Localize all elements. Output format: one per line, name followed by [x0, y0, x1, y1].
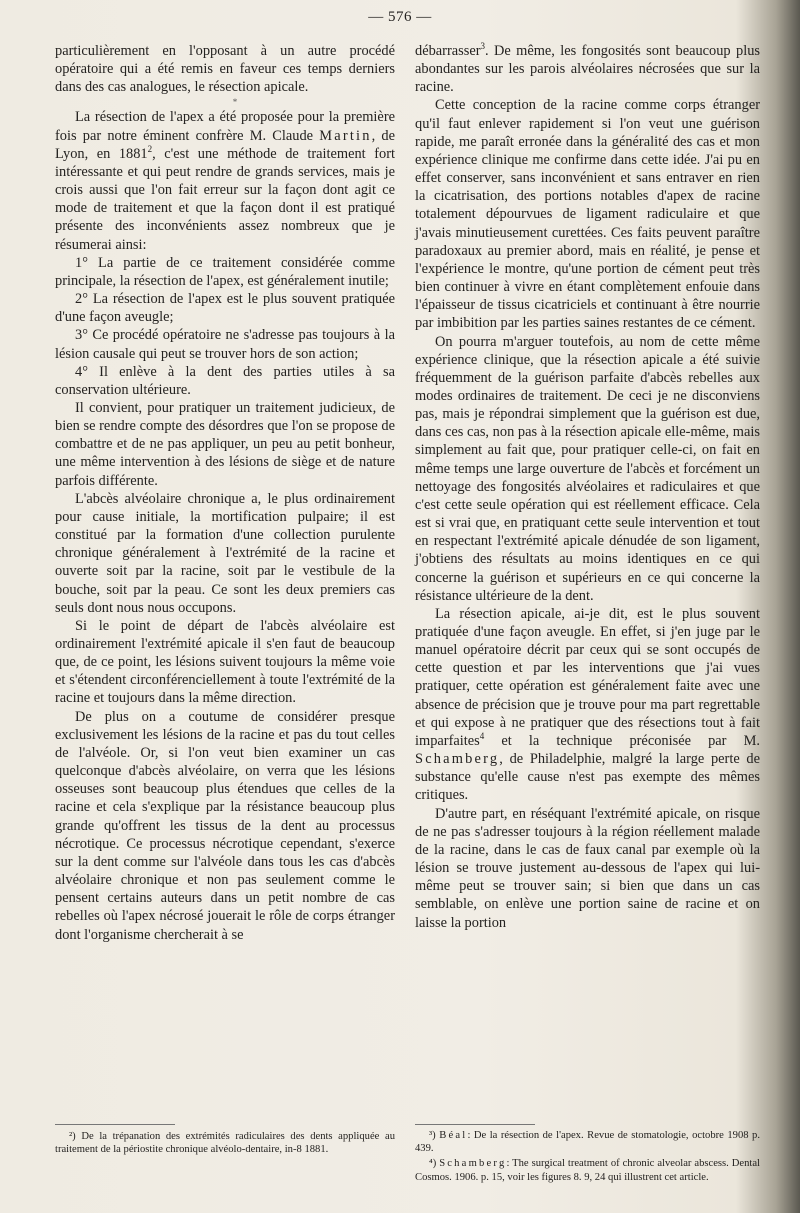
author-name: Béal [439, 1130, 468, 1141]
footnote: ⁴) Schamberg: The surgical treatment of chronic alveolar abscess. Dental Cosmos. 1906. p. 15, voir les figures 8. 9, 24 qui illustrent cet article. [415, 1158, 760, 1183]
paragraph: L'abcès alvéolaire chronique a, le plus ordinairement pour cause initiale, la mortification pulpaire; il est constitué par la formation d'une collection purulente chronique généralement à l'extrémité de la racine et ouverte soit par la racine, soit par le vestibule de la bouche, soit par la peau. Ce sont les deux premiers cas seuls dont nous nous occupons. [55, 490, 395, 616]
left-column [55, 42, 395, 944]
right-column [415, 42, 760, 932]
paragraph: Il convient, pour pratiquer un traitement judicieux, de bien se rendre compte des désordres que l'on se propose de combattre et de ne pas appliquer, un peu au petit bonheur, une même intervention à des lésions de siège et de nature parfois différente. [55, 399, 395, 489]
footnote-ref: 4 [479, 731, 485, 742]
footnote: ²) De la trépanation des extrémités radiculaires des dents appliquée au traitement de la périostite chronique alvéolo-dentaire, in-8 1881. [55, 1131, 395, 1156]
footnotes-left [55, 1130, 395, 1158]
author-name: Martin [319, 127, 372, 144]
footnote: ³) Béal: De la résection de l'apex. Revue de stomatologie, octobre 1908 p. 439. [415, 1130, 760, 1155]
paragraph: On pourra m'arguer toutefois, au nom de cette même expérience clinique, que la résection apicale a été suivie fréquemment de la guérison parfaite d'abcès rebelles aux modes ordinaires de traitement. De ceci je ne disconviens pas, mais je répondrai simplement que la guérison est due, dans ces cas, non pas à la résection apicale elle-même, mais simplement au fait que, pour pratiquer celle-ci, on fait en même temps une large ouverture de l'abcès et forcément un nettoyage des fongosités alvéolaires et radiculaires et que c'est cette seule opération qui est réellement efficace. Cela est si vrai que, en pratiquant cette seule intervention et tout en respectant l'extrémité apicale dénudée de son ligament, j'obtiens des résultats au moins identiques en ce qui concerne la guérison et supérieurs en ce qui concerne la résistance ultérieure de la dent. [415, 333, 760, 604]
list-item: 2° La résection de l'apex est le plus souvent pratiquée d'une façon aveugle; [55, 291, 395, 326]
footnote-ref: 3 [480, 41, 486, 52]
author-name: Schamberg [415, 751, 500, 768]
paragraph: La résection de l'apex a été proposée pour la première fois par notre éminent confrère M. Claude Martin, de Lyon, en 1881$^2$, c'est une méthode de traitement fort intéressante et qui peut rendre de grands services, mais je crois aussi que l'on fait erreur sur la façon dont agit ce mode de traitement et que la façon dont il est pratiqué présente des inconvénients assez nombreux que je résumerai ainsi: [55, 109, 395, 253]
paragraph: D'autre part, en réséquant l'extrémité apicale, on risque de ne pas s'adresser toujours à la région réellement malade de la racine, dans le cas de faux canal par exemple où la lésion se trouve justement au-dessous de l'apex qui lui-même peut se trouver sain; si bien que dans un cas semblable, on enlève une portion saine de racine et on laisse la portion [415, 805, 760, 931]
paragraph: De plus on a coutume de considérer presque exclusivement les lésions de la racine et pas du tout celles de l'alvéole. Or, si l'on veut bien examiner un cas quelconque d'abcès alvéolaire, on verra que les lésions osseuses sont beaucoup plus étendues que celles de la racine et cela s'explique par la résistance beaucoup plus grande qu'offrent les tissus de la dent au processus nécrotique. Ce processus nécrotique cependant, s'exerce sur la dent comme sur l'alvéole dans tous les cas d'abcès alvéolaire chronique et non pas seulement comme le pensent certains auteurs dans un petit nombre de cas rebelles où l'apex nécrosé jouerait le rôle de corps étranger dont l'organisme chercherait à se [55, 708, 395, 943]
footnote-rule [55, 1124, 175, 1125]
footnotes-right [415, 1129, 760, 1186]
list-item: 3° Ce procédé opératoire ne s'adresse pas toujours à la lésion causale qui peut se trouver hors de son action; [55, 327, 395, 362]
section-separator: * [232, 97, 238, 108]
paragraph: Cette conception de la racine comme corps étranger qu'il faut enlever rapidement si l'on veut une guérison rapide, me paraît erronée dans la généralité des cas et mon expérience clinique me confirme dans cette idée. J'ai pu en effet conserver, sans inconvénient et sans entraver en rien la cicatrisation, des portions notables d'apex de racine totalement dépourvues de ligament radiculaire et que j'avais minutieusement curettées. Ces faits peuvent paraître paradoxaux au premier abord, mais en réalité, je pense et l'expérience le montre, qu'une portion de cément peut très bien continuer à vivre en étant complètement enfouie dans l'épaisseur de tissus cicatriciels et continuant à être nourrie par imbibition par les parties saines restantes de ce cément. [415, 97, 760, 332]
author-name: Schamberg [439, 1158, 507, 1170]
footnote-ref: 2 [147, 143, 153, 154]
paragraph: Si le point de départ de l'abcès alvéolaire est ordinairement l'extrémité apicale il s'en faut de beaucoup que, de ce point, les lésions suivent toujours la même voie et s'étendent circonférenciellement à toute l'extrémité de la racine et toujours dans la même direction. [55, 617, 395, 707]
list-item: 4° Il enlève à la dent des parties utiles à sa conservation ultérieure. [55, 363, 395, 398]
page-number: — 576 — [368, 9, 432, 25]
paragraph: particulièrement en l'opposant à un autre procédé opératoire qui a été remis en faveur ces temps derniers dans des cas analogues, le résection apicale. [55, 43, 395, 96]
paragraph: débarrasser$^3$. De même, les fongosités sont beaucoup plus abondantes sur les parois alvéolaires nécrosées que sur la racine. [415, 41, 760, 96]
footnote-rule [415, 1124, 535, 1125]
paragraph: La résection apicale, ai-je dit, est le plus souvent pratiquée d'une façon aveugle. En effet, si j'en juge par le manuel opératoire décrit par ceux qui se sont occupés de cette question et par les interventions que j'ai vues pratiquer, cette opération est généralement faite avec une absence de précision que je trouve pour ma part regrettable et qui expose à ne pratiquer que des résections tout à fait imparfaites$^4$ et la technique préconisée par M. Schamberg, de Philadelphie, malgré la large perte de substance qu'elle cause n'est pas exempte des mêmes critiques. [415, 605, 760, 804]
list-item: 1° La partie de ce traitement considérée comme principale, la résection de l'apex, est généralement inutile; [55, 254, 395, 289]
